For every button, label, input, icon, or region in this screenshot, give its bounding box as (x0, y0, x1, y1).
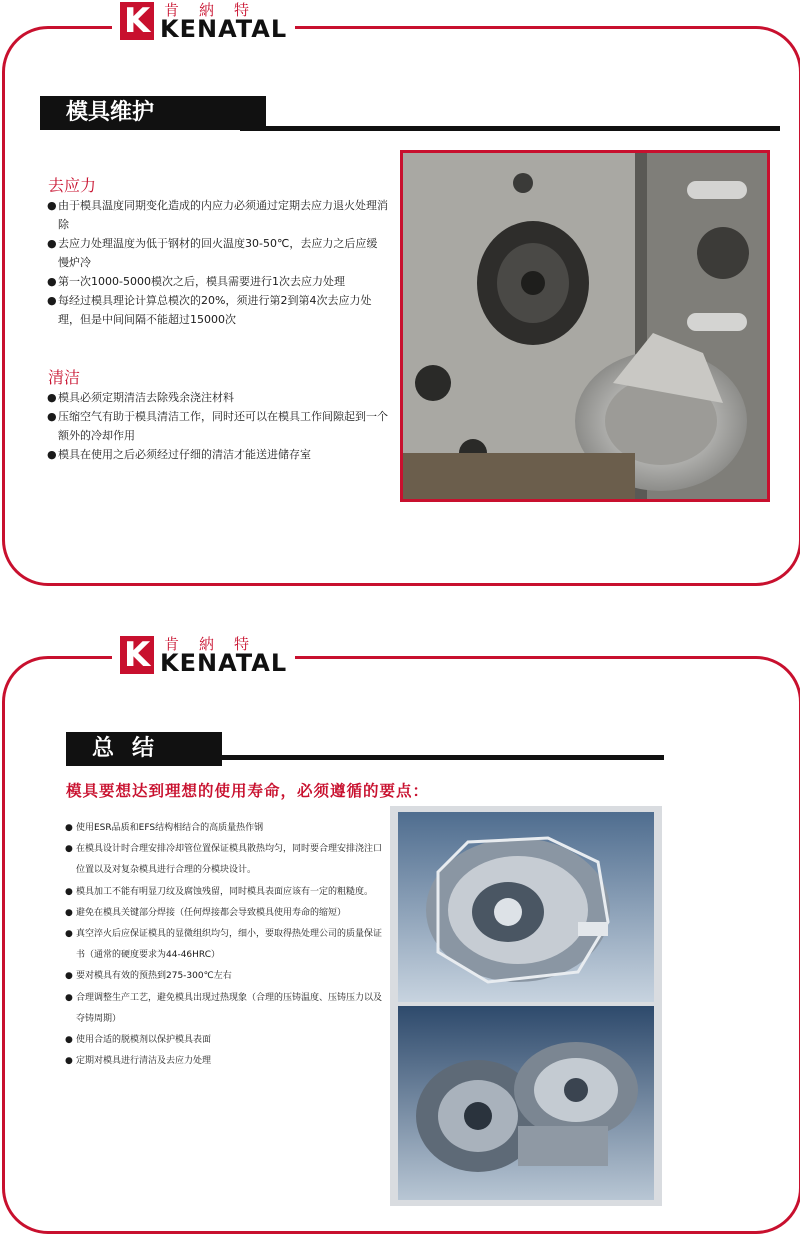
logo-k-mark (120, 636, 154, 674)
mold-photo (400, 150, 770, 502)
logo-letter: K (123, 635, 151, 675)
list-item: ● 在模具设计时合理安排冷却管位置保证模具散热均匀，同时要合理安排浇注口位置以及对复杂模具进行合理的分模块设计。 (66, 839, 384, 881)
list-item: ● 要对模具有效的预热到275-300℃左右 (66, 966, 384, 987)
list-item: ● 真空淬火后应保证模具的显微组织均匀，细小，要取得热处理公司的质量保证书（通常的硬度要求为44-46HRC） (66, 924, 384, 966)
subheading-stress-relief: 去应力 (48, 176, 97, 195)
logo-k-mark (120, 2, 154, 40)
subheading-cleaning: 清洁 (48, 368, 81, 387)
title-rule (240, 126, 780, 131)
summary-emphasis: 模具要想达到理想的使用寿命，必须遵循的要点： (66, 782, 430, 800)
brand-logo (112, 1, 295, 43)
list-item: ● 由于模具温度同期变化造成的内应力必须通过定期去应力退火处理消除 (48, 196, 388, 234)
casting-photo-top (398, 812, 654, 1002)
logo-english-name: KENATAL (160, 15, 288, 43)
logo-chinese-name: 肯納特 (164, 1, 270, 19)
list-item: ● 去应力处理温度为低于钢材的回火温度30-50℃，去应力之后应缓慢炉冷 (48, 234, 388, 272)
brand-logo (112, 635, 295, 677)
list-item: ● 模具必须定期清洁去除残余浇注材料 (48, 388, 388, 407)
list-item: ● 合理调整生产工艺，避免模具出现过热现象（合理的压铸温度、压铸压力以及夺铸周期） (66, 988, 384, 1030)
summary-list (66, 818, 384, 1072)
cleaning-list (48, 388, 388, 464)
logo-english-name: KENATAL (160, 649, 288, 677)
list-item: ● 模具在使用之后必须经过仔细的清洁才能送进储存室 (48, 445, 388, 464)
section-title-maintenance: 模具维护 (40, 96, 266, 130)
section-title-summary: 总结 (66, 732, 222, 766)
list-item: ● 模具加工不能有明显刀纹及腐蚀残留，同时模具表面应该有一定的粗糙度。 (66, 882, 384, 903)
title-rule (196, 755, 664, 760)
list-item: ● 使用ESR品质和EFS结构相结合的高质量热作钢 (66, 818, 384, 839)
casting-photo-bottom (398, 1006, 654, 1200)
logo-chinese-name: 肯納特 (164, 635, 270, 653)
stress-relief-list (48, 196, 388, 329)
list-item: ● 使用合适的脱模剂以保护模具表面 (66, 1030, 384, 1051)
list-item: ● 避免在模具关键部分焊接（任何焊接都会导致模具使用寿命的缩短） (66, 903, 384, 924)
logo-letter: K (123, 1, 151, 41)
list-item: ● 定期对模具进行清洁及去应力处理 (66, 1051, 384, 1072)
list-item: ● 第一次1000-5000模次之后，模具需要进行1次去应力处理 (48, 272, 388, 291)
list-item: ● 压缩空气有助于模具清洁工作，同时还可以在模具工作间隙起到一个额外的冷却作用 (48, 407, 388, 445)
list-item: ● 每经过模具理论计算总模次的20%，须进行第2到第4次去应力处理，但是中间间隔不能超过15000次 (48, 291, 388, 329)
